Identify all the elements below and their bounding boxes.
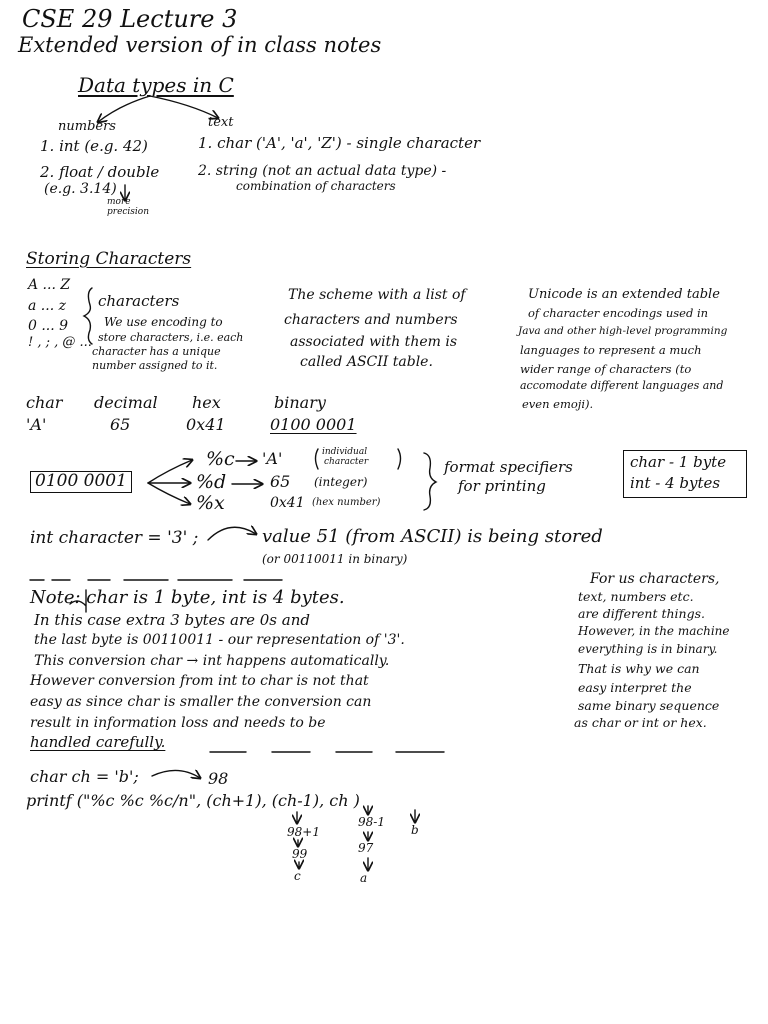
- note-line-3: the last byte is 00110011 - our representation of '3'.: [34, 632, 405, 648]
- eval-col1-step1: 98+1: [287, 825, 320, 839]
- float-example: (e.g. 3.14): [44, 181, 117, 197]
- table-cell-hex: 0x41: [186, 415, 226, 434]
- note-line-2: In this case extra 3 bytes are 0s and: [34, 611, 310, 629]
- characters-label: characters: [98, 292, 180, 310]
- side-note-9: as char or int or hex.: [574, 715, 707, 730]
- size-box: [623, 450, 747, 498]
- int-line: 1. int (e.g. 42): [40, 137, 148, 155]
- char-line: 1. char ('A', 'a', 'Z') - single character: [198, 134, 481, 152]
- spec-d: %d: [196, 471, 227, 493]
- page-title: CSE 29 Lecture 3: [22, 5, 238, 33]
- side-note-2: text, numbers etc.: [578, 589, 694, 604]
- eval-col3-step1: b: [411, 823, 419, 837]
- side-note-1: For us characters,: [590, 571, 720, 587]
- int-char-value: value 51 (from ASCII) is being stored: [262, 526, 603, 547]
- precision-note-2: precision: [107, 207, 150, 217]
- encoding-line-3: character has a unique: [92, 345, 221, 358]
- note-line-7: result in information loss and needs to be: [30, 715, 326, 731]
- note-line-8: handled carefully.: [30, 733, 166, 751]
- spec-c: %c: [206, 448, 235, 470]
- encoding-line-1: We use encoding to: [104, 315, 223, 329]
- int-char-binary-note: (or 00110011 in binary): [262, 552, 408, 566]
- table-header-hex: hex: [192, 393, 221, 412]
- eval-col2-step3: a: [360, 871, 368, 885]
- table-header-binary: binary: [274, 393, 326, 412]
- note-c-1: individual: [322, 447, 368, 457]
- side-note-3: are different things.: [578, 606, 705, 621]
- encoding-line-4: number assigned to it.: [92, 359, 218, 372]
- unicode-line-7: even emoji).: [522, 397, 594, 411]
- table-cell-binary: 0100 0001: [270, 415, 357, 434]
- eval-col1-step3: c: [294, 869, 301, 883]
- unicode-line-4: languages to represent a much: [520, 343, 702, 357]
- format-specifiers-line-1: format specifiers: [444, 458, 573, 476]
- unicode-line-1: Unicode is an extended table: [528, 287, 720, 302]
- eval-col1-step2: 99: [292, 847, 308, 861]
- encoding-line-2: store characters, i.e. each: [98, 331, 244, 344]
- table-header-char: char: [26, 393, 63, 412]
- out-c: 'A': [262, 449, 283, 468]
- size-int: int - 4 bytes: [630, 474, 721, 492]
- ascii-line-1: The scheme with a list of: [288, 287, 466, 303]
- ascii-line-4: called ASCII table.: [300, 354, 433, 370]
- unicode-line-3: Java and other high-level programming: [518, 325, 728, 337]
- eval-col2-step1: 98-1: [358, 815, 385, 829]
- side-note-4: However, in the machine: [578, 624, 730, 638]
- format-specifiers-line-2: for printing: [458, 477, 546, 495]
- float-line: 2. float / double: [40, 163, 160, 181]
- unicode-line-5: wider range of characters (to: [520, 362, 692, 376]
- table-header-decimal: decimal: [94, 393, 158, 412]
- out-x: 0x41: [270, 495, 305, 511]
- range-lower: a ... z: [28, 298, 66, 314]
- string-line-2: combination of characters: [236, 179, 396, 193]
- eval-col2-step2: 97: [358, 841, 374, 855]
- printf-line: printf ("%c %c %c/n", (ch+1), (ch-1), ch ): [26, 791, 360, 810]
- text-label: text: [208, 115, 234, 130]
- ascii-line-2: characters and numbers: [284, 312, 458, 328]
- unicode-line-6: accomodate different languages and: [520, 379, 724, 392]
- char-ch-decl: char ch = 'b';: [30, 767, 139, 786]
- note-x: (hex number): [312, 497, 381, 508]
- precision-note-1: more: [107, 197, 131, 207]
- char-ch-decl-value: 98: [208, 769, 229, 788]
- ascii-line-3: associated with them is: [290, 334, 458, 350]
- range-symbols: ! , ; , @ ...: [28, 335, 92, 350]
- note-c-2: character: [324, 457, 369, 467]
- side-note-7: easy interpret the: [578, 680, 692, 695]
- note-line-1: Note: char is 1 byte, int is 4 bytes.: [30, 587, 345, 608]
- page-subtitle: Extended version of in class notes: [18, 33, 382, 57]
- side-note-6: That is why we can: [578, 661, 700, 676]
- numbers-label: numbers: [58, 119, 116, 134]
- note-line-6: easy as since char is smaller the conversion can: [30, 694, 372, 710]
- string-line: 2. string (not an actual data type) -: [198, 163, 447, 179]
- range-digits: 0 ... 9: [28, 318, 69, 334]
- size-char: char - 1 byte: [630, 453, 727, 471]
- note-line-5: However conversion from int to char is not that: [30, 673, 369, 689]
- side-note-5: everything is in binary.: [578, 642, 718, 656]
- spec-x: %x: [196, 492, 225, 514]
- note-line-4: This conversion char → int happens automatically.: [34, 653, 390, 669]
- side-note-8: same binary sequence: [578, 698, 720, 713]
- table-cell-decimal: 65: [110, 415, 131, 434]
- out-d: 65: [270, 472, 291, 491]
- int-char-code: int character = '3' ;: [30, 528, 199, 548]
- unicode-line-2: of character encodings used in: [528, 306, 709, 320]
- datatypes-heading: Data types in C: [78, 73, 234, 97]
- note-d: (integer): [314, 475, 368, 489]
- range-upper: A ... Z: [28, 277, 71, 293]
- binary-value-box: 0100 0001: [30, 471, 132, 493]
- table-cell-char: 'A': [26, 415, 47, 434]
- storing-heading: Storing Characters: [26, 249, 192, 269]
